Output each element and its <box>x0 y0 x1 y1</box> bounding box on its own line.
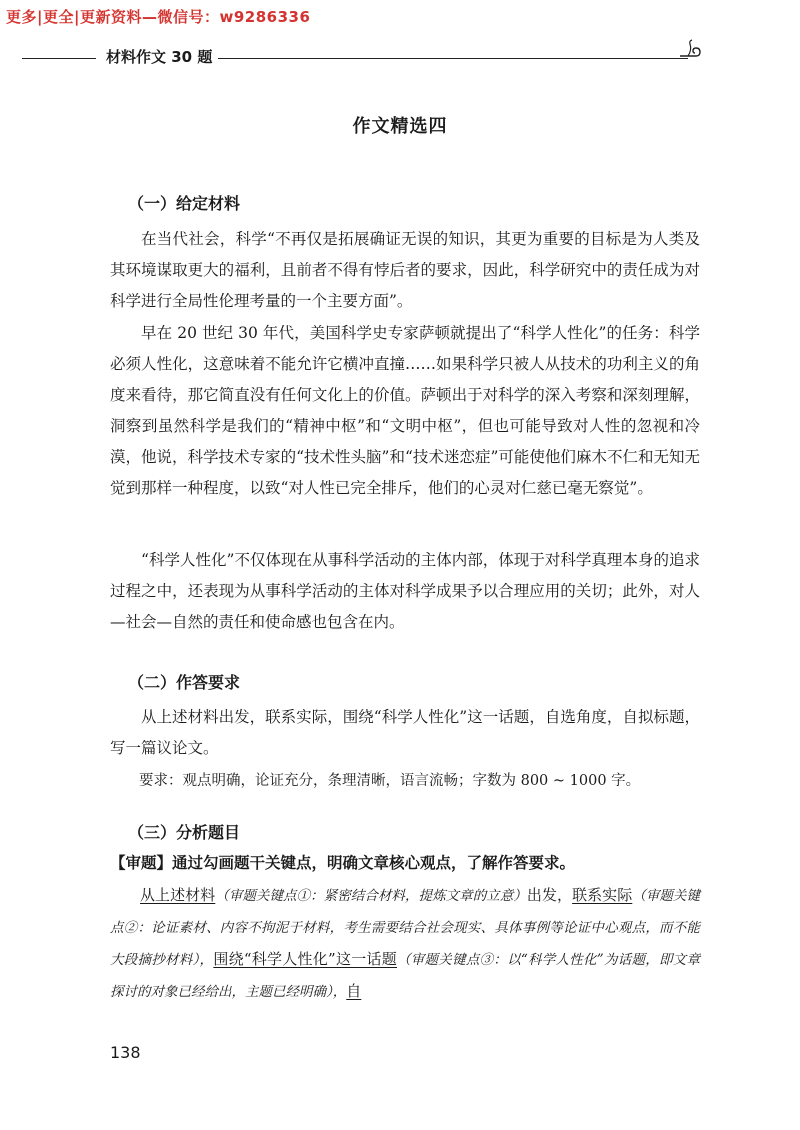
section-heading-material: （一）给定材料 <box>128 194 241 213</box>
requirements-detail: 要求：观点明确，论证充分，条理清晰，语言流畅；字数为 800 ~ 1000 字。 <box>139 773 641 789</box>
annotation-2: （审题关键点②：论证素材、内容不拘泥于材料，考生需要结合社会现实、具体事例等论证中心观点，而不能大段摘抄材料）， <box>110 888 700 968</box>
material-paragraph-3: “科学人性化”不仅体现在从事科学活动的主体内部，体现于对科学真理本身的追求过程之中，还表现为从事科学活动的主体对科学成果予以合理应用的关切；此外，对人—社会—自然的责任和使命感也包含在内。 <box>110 551 700 631</box>
page-title: 作文精选四 <box>352 116 448 137</box>
scroll-ornament-icon <box>678 36 702 60</box>
analysis-text-1: 出发， <box>526 886 573 904</box>
keyphrase-material: 从上述材料 <box>140 886 216 904</box>
section-heading-requirements: （二）作答要求 <box>128 673 241 692</box>
watermark-text: 更多|更全|更新资料—微信号：w9286336 <box>6 8 311 26</box>
running-header <box>22 44 698 70</box>
requirements-task: 从上述材料出发，联系实际，围绕“科学人性化”这一话题，自选角度，自拟标题，写一篇议论文。 <box>110 708 700 757</box>
header-rule-right <box>218 58 688 59</box>
material-paragraph-1: 在当代社会，科学“不再仅是拓展确证无误的知识，其更为重要的目标是为人类及其环境谋取更大的福利，且前者不得有悖后者的要求，因此，科学研究中的责任成为对科学进行全局性伦理考量的一个主要方面”。 <box>110 230 700 310</box>
header-rule-left <box>22 58 96 59</box>
annotation-1: （审题关键点①：紧密结合材料，提炼文章的立意） <box>215 888 527 904</box>
shenti-text: 通过勾画题干关键点，明确文章核心观点，了解作答要求。 <box>172 854 576 872</box>
annotation-3: （审题关键点③：以“科学人性化”为话题，即文章探讨的对象已经给出，主题已经明确）， <box>110 952 701 1000</box>
shenti-line <box>110 851 575 873</box>
keyphrase-topic: 围绕“科学人性化”这一话题 <box>213 950 398 968</box>
shenti-tag: 【审题】 <box>110 854 173 872</box>
material-paragraph-2: 早在 20 世纪 30 年代，美国科学史专家萨顿就提出了“科学人性化”的任务：科学必须人性化，这意味着不能允许它横冲直撞……如果科学只被人从技术的功利主义的角度来看待，那它简直没有任何文化上的价值。萨顿出于对科学的深入考察和深刻理解，洞察到虽然科学是我们的“精神中枢”和“文明中枢”，但也可能导致对人性的忽视和冷漠，他说，科学技术专家的“技术性头脑”和“技术迷恋症”可能使他们麻木不仁和无知无觉到那样一种程度，以致“对人性已完全排斥，他们的心灵对仁慈已毫无察觉”。 <box>110 324 700 497</box>
analysis-paragraph <box>110 880 700 1008</box>
section-heading-analysis: （三）分析题目 <box>128 823 241 842</box>
page-number: 138 <box>110 1043 141 1062</box>
keyphrase-self: 自 <box>346 982 362 1000</box>
header-title: 材料作文 30 题 <box>106 48 213 66</box>
keyphrase-reality: 联系实际 <box>572 886 633 904</box>
